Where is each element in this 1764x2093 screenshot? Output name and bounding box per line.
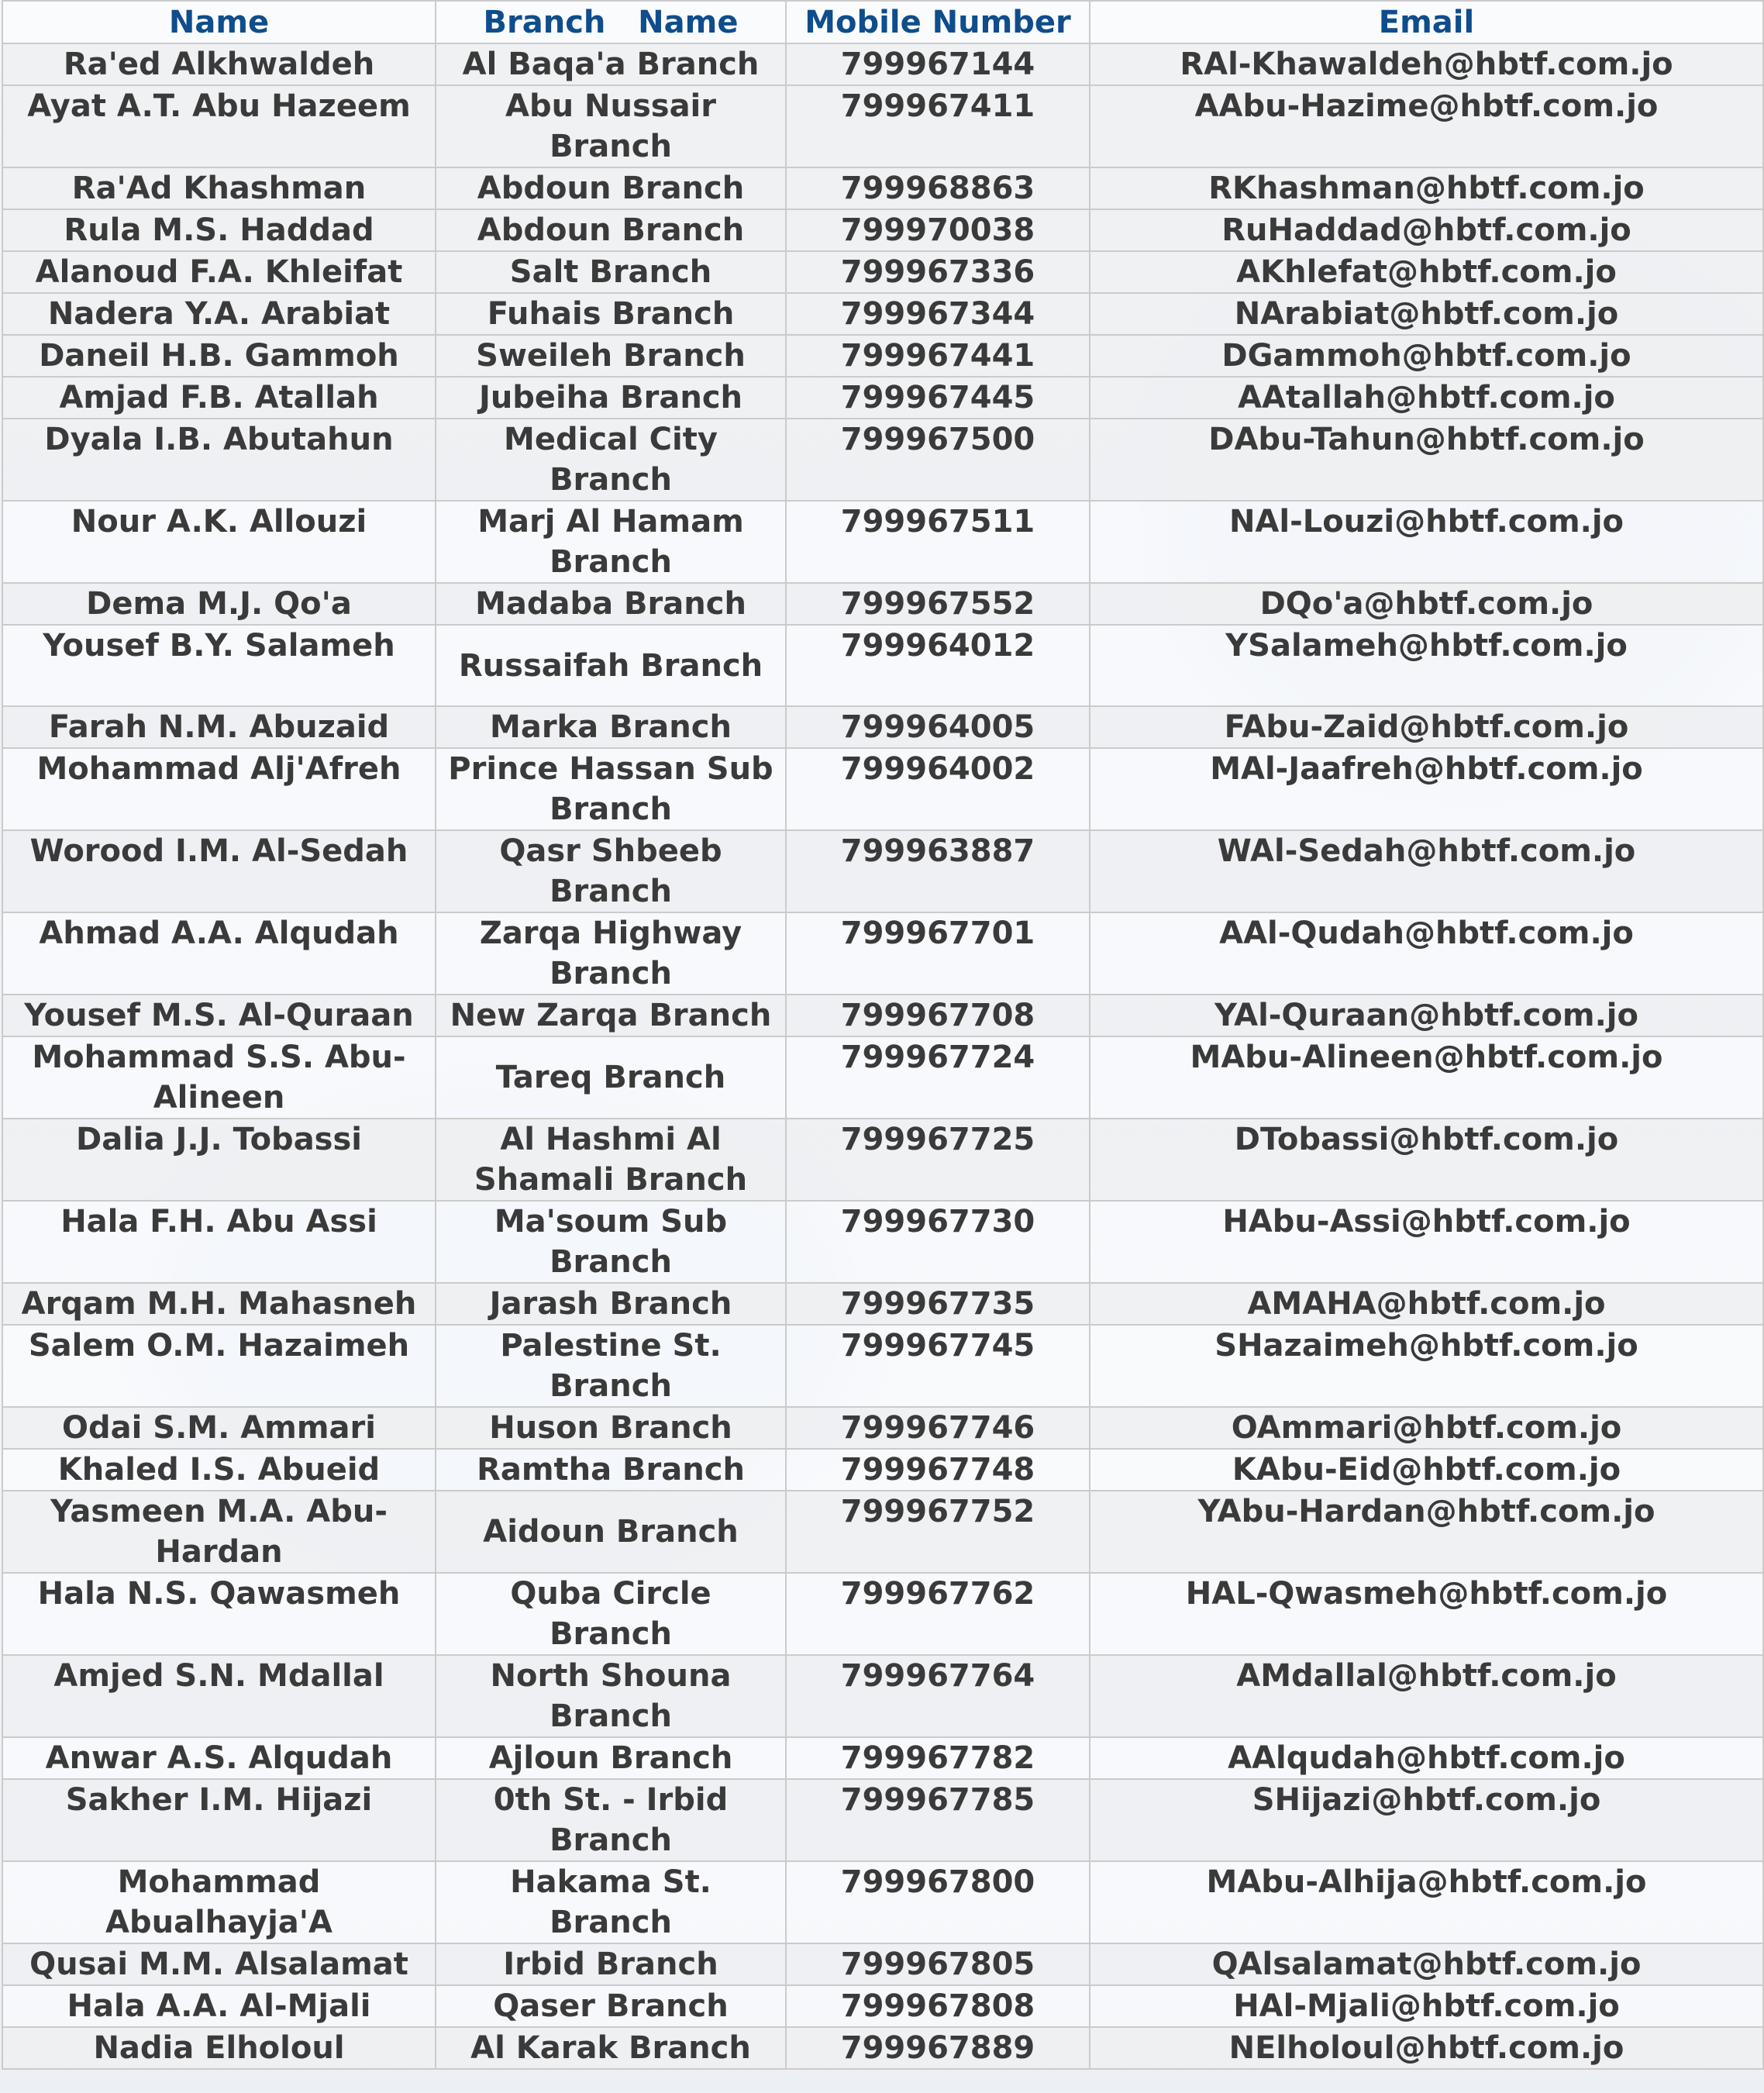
cell-name: Mohammad Alj'Afreh xyxy=(2,748,436,830)
cell-branch: Hakama St. Branch xyxy=(436,1861,786,1943)
table-row xyxy=(2,912,1763,995)
cell-branch: Tareq Branch xyxy=(436,1036,786,1119)
cell-mobile: 799967701 xyxy=(786,912,1090,995)
table-row xyxy=(2,830,1763,912)
cell-mobile: 799970038 xyxy=(786,209,1090,251)
cell-name: Alanoud F.A. Khleifat xyxy=(2,251,436,293)
cell-name: Arqam M.H. Mahasneh xyxy=(2,1283,436,1325)
cell-email: RuHaddad@hbtf.com.jo xyxy=(1090,209,1763,251)
table-row xyxy=(2,1861,1763,1943)
cell-email: WAl-Sedah@hbtf.com.jo xyxy=(1090,830,1763,912)
cell-mobile: 799967808 xyxy=(786,1985,1090,2027)
cell-mobile: 799967752 xyxy=(786,1491,1090,1573)
table-row xyxy=(2,209,1763,251)
cell-email: AMAHA@hbtf.com.jo xyxy=(1090,1283,1763,1325)
cell-mobile: 799967336 xyxy=(786,251,1090,293)
cell-email: KAbu-Eid@hbtf.com.jo xyxy=(1090,1449,1763,1491)
cell-branch: Ajloun Branch xyxy=(436,1737,786,1779)
cell-branch: Ramtha Branch xyxy=(436,1449,786,1491)
cell-name: Mohammad S.S. Abu-Alineen xyxy=(2,1036,436,1119)
cell-email: AKhlefat@hbtf.com.jo xyxy=(1090,251,1763,293)
table-row xyxy=(2,43,1763,85)
cell-branch: Irbid Branch xyxy=(436,1943,786,1985)
cell-name: Ra'Ad Khashman xyxy=(2,167,436,209)
cell-branch: Sweileh Branch xyxy=(436,335,786,377)
cell-mobile: 799967782 xyxy=(786,1737,1090,1779)
header-branch-name: Branch Name xyxy=(436,1,786,43)
table-row xyxy=(2,419,1763,501)
cell-name: Salem O.M. Hazaimeh xyxy=(2,1325,436,1407)
cell-email: HAl-Mjali@hbtf.com.jo xyxy=(1090,1985,1763,2027)
cell-mobile: 799967764 xyxy=(786,1655,1090,1737)
cell-branch: Abdoun Branch xyxy=(436,209,786,251)
cell-mobile: 799967724 xyxy=(786,1036,1090,1119)
cell-email: NAl-Louzi@hbtf.com.jo xyxy=(1090,501,1763,583)
cell-mobile: 799967745 xyxy=(786,1325,1090,1407)
table-row xyxy=(2,1655,1763,1737)
table-row xyxy=(2,748,1763,830)
cell-mobile: 799968863 xyxy=(786,167,1090,209)
cell-name: Mohammad Abualhayja'A xyxy=(2,1861,436,1943)
header-mobile-number: Mobile Number xyxy=(786,1,1090,43)
cell-branch: Palestine St. Branch xyxy=(436,1325,786,1407)
cell-name: Nour A.K. Allouzi xyxy=(2,501,436,583)
cell-branch: Quba Circle Branch xyxy=(436,1573,786,1655)
cell-name: Nadia Elholoul xyxy=(2,2027,436,2069)
cell-name: Ahmad A.A. Alqudah xyxy=(2,912,436,995)
cell-name: Odai S.M. Ammari xyxy=(2,1407,436,1449)
cell-branch: Qaser Branch xyxy=(436,1985,786,2027)
cell-branch: Jubeiha Branch xyxy=(436,377,786,419)
cell-name: Qusai M.M. Alsalamat xyxy=(2,1943,436,1985)
cell-branch: Al Karak Branch xyxy=(436,2027,786,2069)
cell-mobile: 799967552 xyxy=(786,583,1090,625)
cell-email: RKhashman@hbtf.com.jo xyxy=(1090,167,1763,209)
cell-branch: New Zarqa Branch xyxy=(436,995,786,1036)
cell-name: Ra'ed Alkhwaldeh xyxy=(2,43,436,85)
cell-name: Daneil H.B. Gammoh xyxy=(2,335,436,377)
cell-email: MAbu-Alineen@hbtf.com.jo xyxy=(1090,1036,1763,1119)
cell-mobile: 799967725 xyxy=(786,1119,1090,1201)
cell-email: AMdallal@hbtf.com.jo xyxy=(1090,1655,1763,1737)
cell-email: NElholoul@hbtf.com.jo xyxy=(1090,2027,1763,2069)
cell-mobile: 799967708 xyxy=(786,995,1090,1036)
cell-name: Sakher I.M. Hijazi xyxy=(2,1779,436,1861)
header-email: Email xyxy=(1090,1,1763,43)
cell-email: YAbu-Hardan@hbtf.com.jo xyxy=(1090,1491,1763,1573)
cell-email: OAmmari@hbtf.com.jo xyxy=(1090,1407,1763,1449)
cell-mobile: 799967748 xyxy=(786,1449,1090,1491)
cell-branch: Al Baqa'a Branch xyxy=(436,43,786,85)
cell-mobile: 799964012 xyxy=(786,625,1090,706)
cell-branch: Madaba Branch xyxy=(436,583,786,625)
table-row xyxy=(2,995,1763,1036)
cell-mobile: 799967785 xyxy=(786,1779,1090,1861)
table-row xyxy=(2,377,1763,419)
cell-name: Amjed S.N. Mdallal xyxy=(2,1655,436,1737)
table-row xyxy=(2,625,1763,706)
cell-branch: Aidoun Branch xyxy=(436,1491,786,1573)
cell-email: SHazaimeh@hbtf.com.jo xyxy=(1090,1325,1763,1407)
cell-mobile: 799967800 xyxy=(786,1861,1090,1943)
cell-mobile: 799967730 xyxy=(786,1201,1090,1283)
cell-mobile: 799967445 xyxy=(786,377,1090,419)
cell-mobile: 799967144 xyxy=(786,43,1090,85)
cell-email: AAtallah@hbtf.com.jo xyxy=(1090,377,1763,419)
cell-email: HAL-Qwasmeh@hbtf.com.jo xyxy=(1090,1573,1763,1655)
table-row xyxy=(2,1943,1763,1985)
cell-email: DGammoh@hbtf.com.jo xyxy=(1090,335,1763,377)
cell-branch: Salt Branch xyxy=(436,251,786,293)
cell-mobile: 799964005 xyxy=(786,706,1090,748)
cell-name: Farah N.M. Abuzaid xyxy=(2,706,436,748)
table-row xyxy=(2,2027,1763,2069)
header-name: Name xyxy=(2,1,436,43)
cell-branch: Marj Al Hamam Branch xyxy=(436,501,786,583)
cell-branch: Jarash Branch xyxy=(436,1283,786,1325)
table-row xyxy=(2,1985,1763,2027)
cell-name: Yousef B.Y. Salameh xyxy=(2,625,436,706)
table-row xyxy=(2,293,1763,335)
table-row xyxy=(2,335,1763,377)
cell-email: AAlqudah@hbtf.com.jo xyxy=(1090,1737,1763,1779)
cell-branch: Russaifah Branch xyxy=(436,625,786,706)
table-row xyxy=(2,501,1763,583)
contact-table xyxy=(2,0,1764,2070)
cell-name: Worood I.M. Al-Sedah xyxy=(2,830,436,912)
cell-branch: Huson Branch xyxy=(436,1407,786,1449)
cell-branch: Marka Branch xyxy=(436,706,786,748)
cell-mobile: 799967344 xyxy=(786,293,1090,335)
cell-mobile: 799967889 xyxy=(786,2027,1090,2069)
cell-email: NArabiat@hbtf.com.jo xyxy=(1090,293,1763,335)
cell-branch: Medical City Branch xyxy=(436,419,786,501)
cell-branch: Abdoun Branch xyxy=(436,167,786,209)
cell-name: Dema M.J. Qo'a xyxy=(2,583,436,625)
cell-email: MAbu-Alhija@hbtf.com.jo xyxy=(1090,1861,1763,1943)
cell-name: Dyala I.B. Abutahun xyxy=(2,419,436,501)
cell-mobile: 799963887 xyxy=(786,830,1090,912)
table-row xyxy=(2,1573,1763,1655)
cell-name: Nadera Y.A. Arabiat xyxy=(2,293,436,335)
cell-name: Dalia J.J. Tobassi xyxy=(2,1119,436,1201)
table-row xyxy=(2,167,1763,209)
cell-branch: Zarqa Highway Branch xyxy=(436,912,786,995)
cell-branch: North Shouna Branch xyxy=(436,1655,786,1737)
cell-name: Hala A.A. Al-Mjali xyxy=(2,1985,436,2027)
cell-email: RAl-Khawaldeh@hbtf.com.jo xyxy=(1090,43,1763,85)
cell-name: Hala F.H. Abu Assi xyxy=(2,1201,436,1283)
cell-branch: Abu Nussair Branch xyxy=(436,85,786,167)
table-row xyxy=(2,1201,1763,1283)
cell-name: Ayat A.T. Abu Hazeem xyxy=(2,85,436,167)
table-row xyxy=(2,1737,1763,1779)
table-row xyxy=(2,1779,1763,1861)
cell-email: FAbu-Zaid@hbtf.com.jo xyxy=(1090,706,1763,748)
table-row xyxy=(2,706,1763,748)
cell-email: QAlsalamat@hbtf.com.jo xyxy=(1090,1943,1763,1985)
cell-name: Anwar A.S. Alqudah xyxy=(2,1737,436,1779)
cell-mobile: 799967411 xyxy=(786,85,1090,167)
cell-branch: 0th St. - Irbid Branch xyxy=(436,1779,786,1861)
table-row xyxy=(2,85,1763,167)
cell-branch: Prince Hassan Sub Branch xyxy=(436,748,786,830)
cell-email: DTobassi@hbtf.com.jo xyxy=(1090,1119,1763,1201)
cell-name: Rula M.S. Haddad xyxy=(2,209,436,251)
cell-name: Amjad F.B. Atallah xyxy=(2,377,436,419)
cell-name: Khaled I.S. Abueid xyxy=(2,1449,436,1491)
table-row xyxy=(2,1491,1763,1573)
cell-email: AAl-Qudah@hbtf.com.jo xyxy=(1090,912,1763,995)
table-row xyxy=(2,1449,1763,1491)
table-row xyxy=(2,583,1763,625)
cell-branch: Qasr Shbeeb Branch xyxy=(436,830,786,912)
cell-mobile: 799967762 xyxy=(786,1573,1090,1655)
cell-mobile: 799967511 xyxy=(786,501,1090,583)
cell-email: DAbu-Tahun@hbtf.com.jo xyxy=(1090,419,1763,501)
cell-email: MAl-Jaafreh@hbtf.com.jo xyxy=(1090,748,1763,830)
table-row xyxy=(2,1325,1763,1407)
table-header-row xyxy=(2,1,1763,43)
table-row xyxy=(2,1283,1763,1325)
cell-name: Yousef M.S. Al-Quraan xyxy=(2,995,436,1036)
cell-email: AAbu-Hazime@hbtf.com.jo xyxy=(1090,85,1763,167)
cell-email: HAbu-Assi@hbtf.com.jo xyxy=(1090,1201,1763,1283)
cell-mobile: 799967746 xyxy=(786,1407,1090,1449)
cell-mobile: 799967500 xyxy=(786,419,1090,501)
cell-email: DQo'a@hbtf.com.jo xyxy=(1090,583,1763,625)
cell-email: YAl-Quraan@hbtf.com.jo xyxy=(1090,995,1763,1036)
table-row xyxy=(2,1119,1763,1201)
cell-mobile: 799964002 xyxy=(786,748,1090,830)
cell-branch: Ma'soum Sub Branch xyxy=(436,1201,786,1283)
table-row xyxy=(2,251,1763,293)
cell-name: Hala N.S. Qawasmeh xyxy=(2,1573,436,1655)
cell-email: YSalameh@hbtf.com.jo xyxy=(1090,625,1763,706)
cell-email: SHijazi@hbtf.com.jo xyxy=(1090,1779,1763,1861)
cell-branch: Al Hashmi Al Shamali Branch xyxy=(436,1119,786,1201)
cell-branch: Fuhais Branch xyxy=(436,293,786,335)
table-row xyxy=(2,1036,1763,1119)
cell-name: Yasmeen M.A. Abu-Hardan xyxy=(2,1491,436,1573)
table-row xyxy=(2,1407,1763,1449)
cell-mobile: 799967735 xyxy=(786,1283,1090,1325)
cell-mobile: 799967805 xyxy=(786,1943,1090,1985)
cell-mobile: 799967441 xyxy=(786,335,1090,377)
